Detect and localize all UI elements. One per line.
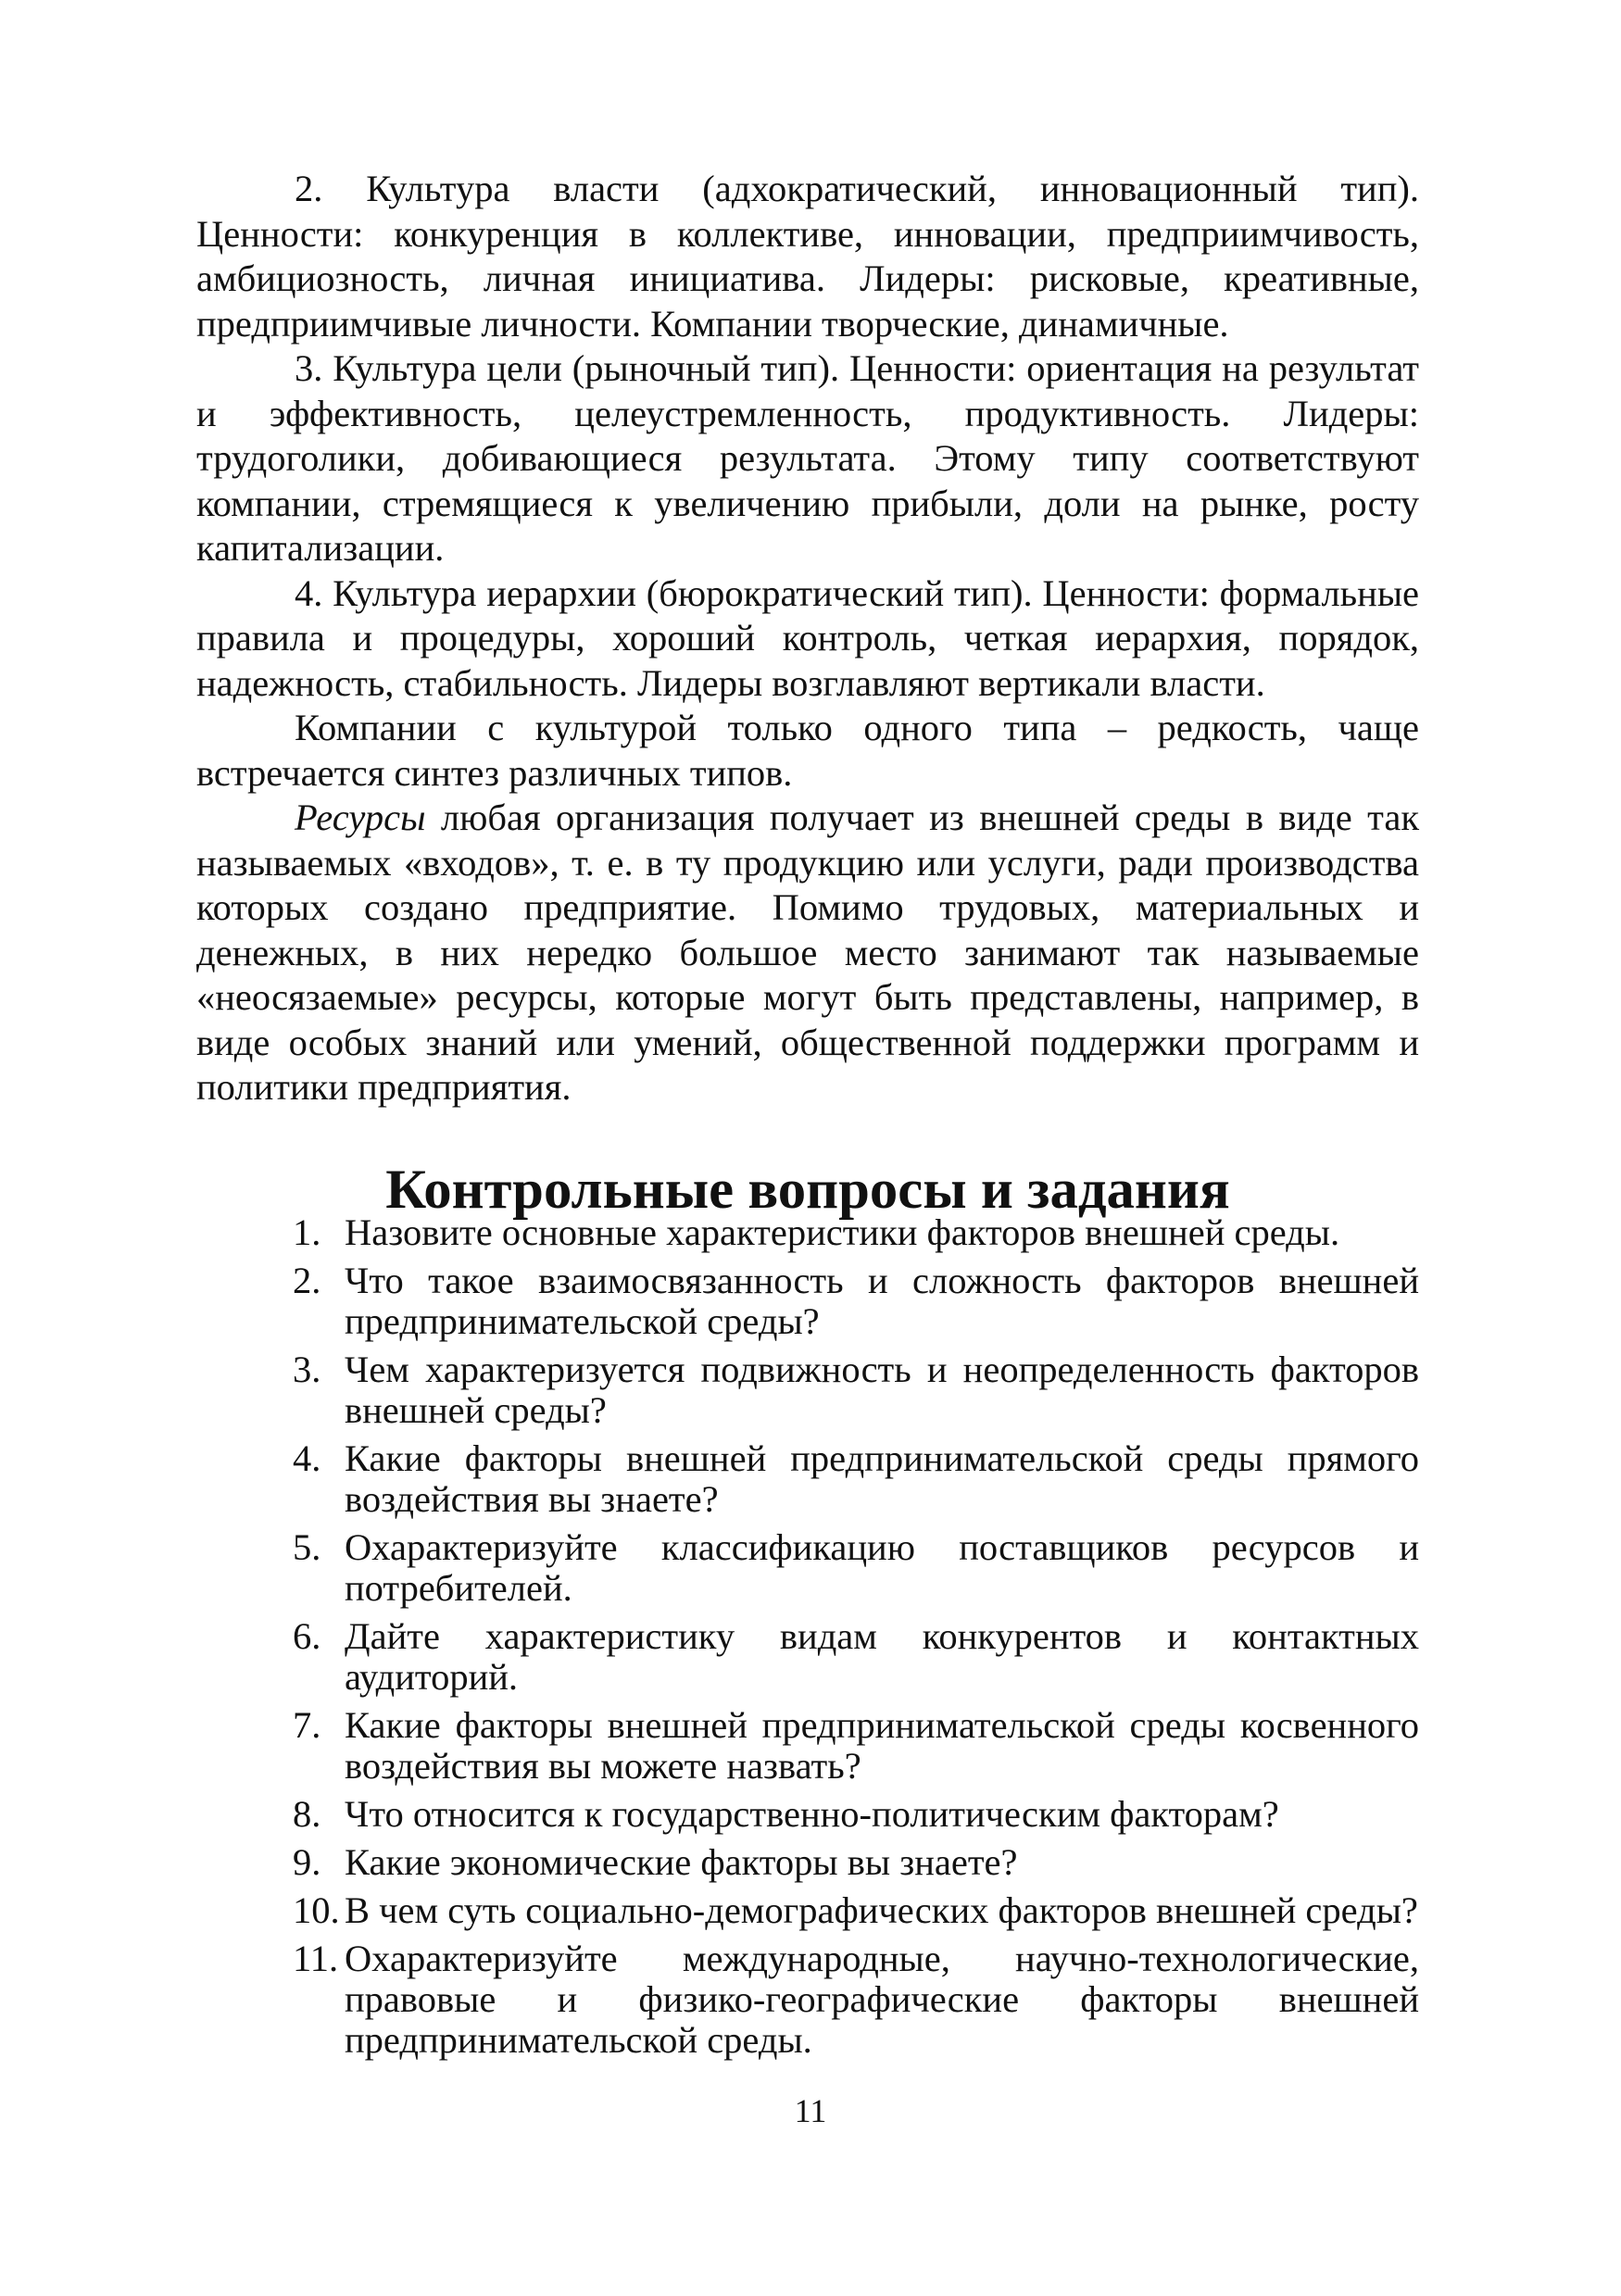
question-item-7 bbox=[196, 1705, 1419, 1787]
resources-italic-term: Ресурсы bbox=[295, 797, 426, 838]
question-item-4 bbox=[196, 1438, 1419, 1520]
paragraph-culture-hierarchy: 4. Культура иерархии (бюрократический тип). Ценности: формальные правила и процедуры, хороший контроль, четкая иерархия, порядок, надежность, стабильность. Лидеры возглавляют вертикали власти. bbox=[196, 571, 1419, 704]
question-text: Чем характеризуется подвижность и неопределенность факторов внешней среды? bbox=[345, 1348, 1419, 1431]
question-number: 7. bbox=[293, 1703, 321, 1746]
resources-text: любая организация получает из внешней среды в виде так называемых «входов», т. е. в ту продукцию или услуги, ради производства которых создано предприятие. Помимо трудовых, материальных и денежных, в них нередко большое место занимают так называемые «неосязаемые» ресурсы, которые могут быть представлены, например, в виде особых знаний или умений, общественной поддержки программ и политики предприятия. bbox=[196, 797, 1419, 1108]
question-item-11 bbox=[196, 1938, 1419, 2061]
question-item-2 bbox=[196, 1261, 1419, 1342]
question-item-8 bbox=[196, 1794, 1419, 1835]
question-text: Что такое взаимосвязанность и сложность факторов внешней предпринимательской среды? bbox=[345, 1259, 1419, 1342]
question-text: Какие экономические факторы вы знаете? bbox=[345, 1840, 1018, 1883]
question-number: 3. bbox=[293, 1348, 321, 1390]
question-text: Что относится к государственно-политическим факторам? bbox=[345, 1792, 1279, 1835]
question-item-10 bbox=[196, 1890, 1419, 1931]
question-text: Охарактеризуйте международные, научно-технологические, правовые и физико-географические факторы внешней предпринимательской среды. bbox=[345, 1937, 1419, 2061]
question-number: 9. bbox=[293, 1840, 321, 1883]
paragraph-resources bbox=[196, 796, 1419, 1110]
question-number: 5. bbox=[293, 1525, 321, 1568]
question-text: Какие факторы внешней предпринимательской среды косвенного воздействия вы можете назвать? bbox=[345, 1703, 1419, 1787]
question-number: 11. bbox=[293, 1937, 339, 1979]
question-text: Какие факторы внешней предпринимательской среды прямого воздействия вы знаете? bbox=[345, 1437, 1419, 1520]
question-text: Охарактеризуйте классификацию поставщиков ресурсов и потребителей. bbox=[345, 1525, 1419, 1609]
question-number: 4. bbox=[293, 1437, 321, 1479]
question-text: Назовите основные характеристики факторов внешней среды. bbox=[345, 1211, 1340, 1253]
question-number: 6. bbox=[293, 1614, 321, 1657]
question-number: 2. bbox=[293, 1259, 321, 1301]
page-body bbox=[196, 167, 1419, 2068]
question-text: Дайте характеристику видам конкурентов и контактных аудиторий. bbox=[345, 1614, 1419, 1698]
question-number: 8. bbox=[293, 1792, 321, 1835]
page-number: 11 bbox=[794, 2092, 827, 2129]
question-number: 10. bbox=[293, 1888, 340, 1931]
paragraph-culture-power: 2. Культура власти (адхократический, инновационный тип). Ценности: конкуренция в коллективе, инновации, предприимчивость, амбициозность, личная инициатива. Лидеры: рисковые, креативные, предприимчивые личности. Компании творческие, динамичные. bbox=[196, 168, 1419, 345]
question-item-9 bbox=[196, 1842, 1419, 1883]
questions-list bbox=[196, 1212, 1419, 2061]
question-item-6 bbox=[196, 1616, 1419, 1698]
paragraph-culture-goal: 3. Культура цели (рыночный тип). Ценности: ориентация на результат и эффективность, целеустремленность, продуктивность. Лидеры: трудоголики, добивающиеся результата. Этому типу соответствуют компании, стремящиеся к увеличению прибыли, доли на рынке, росту капитализации. bbox=[196, 347, 1419, 569]
question-item-1 bbox=[196, 1212, 1419, 1253]
question-number: 1. bbox=[293, 1211, 321, 1253]
question-text: В чем суть социально-демографических факторов внешней среды? bbox=[345, 1888, 1418, 1931]
question-item-3 bbox=[196, 1349, 1419, 1431]
question-item-5 bbox=[196, 1527, 1419, 1609]
paragraph-culture-synthesis: Компании с культурой только одного типа – редкость, чаще встречается синтез различных типов. bbox=[196, 707, 1419, 794]
section-heading: Контрольные вопросы и задания bbox=[385, 1158, 1230, 1221]
